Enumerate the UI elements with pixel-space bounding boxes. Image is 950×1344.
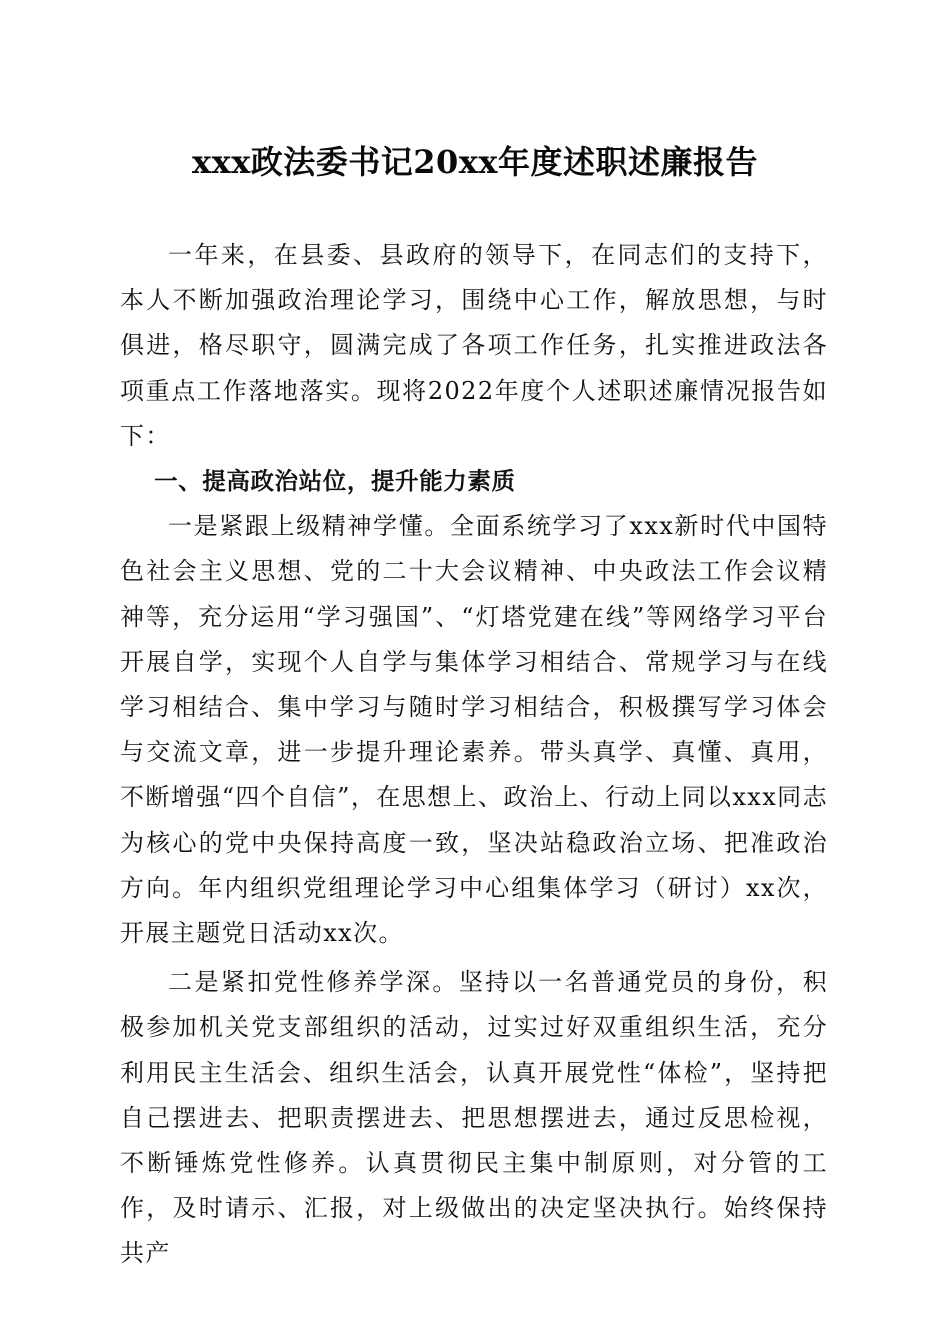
point-2-body: 坚持以一名普通党员的身份，积极参加机关党支部组织的活动，过实过好双重组织生活，充分利用民主生活会、组织生活会，认真开展党性“体检”，坚持把自己摆进去、把职责摆进去、把思想摆进去，通过反思检视，不断锤炼党性修养。认真贯彻民主集中制原则，对分管的工作，及时请示、汇报，对上级做出的决定坚决执行。始终保持共产 — [120, 968, 828, 1268]
document-body — [120, 233, 828, 1277]
point-paragraph-1 — [120, 504, 828, 956]
point-1-body: 全面系统学习了xxx新时代中国特色社会主义思想、党的二十大会议精神、中央政法工作会议精神等，充分运用“学习强国”、“灯塔党建在线”等网络学习平台开展自学，实现个人自学与集体学习相结合、常规学习与在线学习相结合、集中学习与随时学习相结合，积极撰写学习体会与交流文章，进一步提升理论素养。带头真学、真懂、真用，不断增强“四个自信”，在思想上、政治上、行动上同以xxx同志为核心的党中央保持高度一致，坚决站稳政治立场、把准政治方向。年内组织党组理论学习中心组集体学习（研讨）xx次，开展主题党日活动xx次。 — [120, 512, 828, 948]
intro-paragraph: 一年来，在县委、县政府的领导下，在同志们的支持下，本人不断加强政治理论学习，围绕中心工作，解放思想，与时俱进，格尽职守，圆满完成了各项工作任务，扎实推进政法各项重点工作落地落实。现将2022年度个人述职述廉情况报告如下： — [120, 241, 828, 450]
document-title: xxx政法委书记20xx年度述职述廉报告 — [192, 143, 758, 181]
point-2-lead: 二是紧扣党性修养学深。 — [168, 968, 459, 997]
point-1-lead: 一是紧跟上级精神学懂。 — [168, 512, 450, 541]
point-paragraph-2 — [120, 960, 828, 1276]
section-heading-1: 一、提高政治站位，提升能力素质 — [154, 467, 516, 496]
